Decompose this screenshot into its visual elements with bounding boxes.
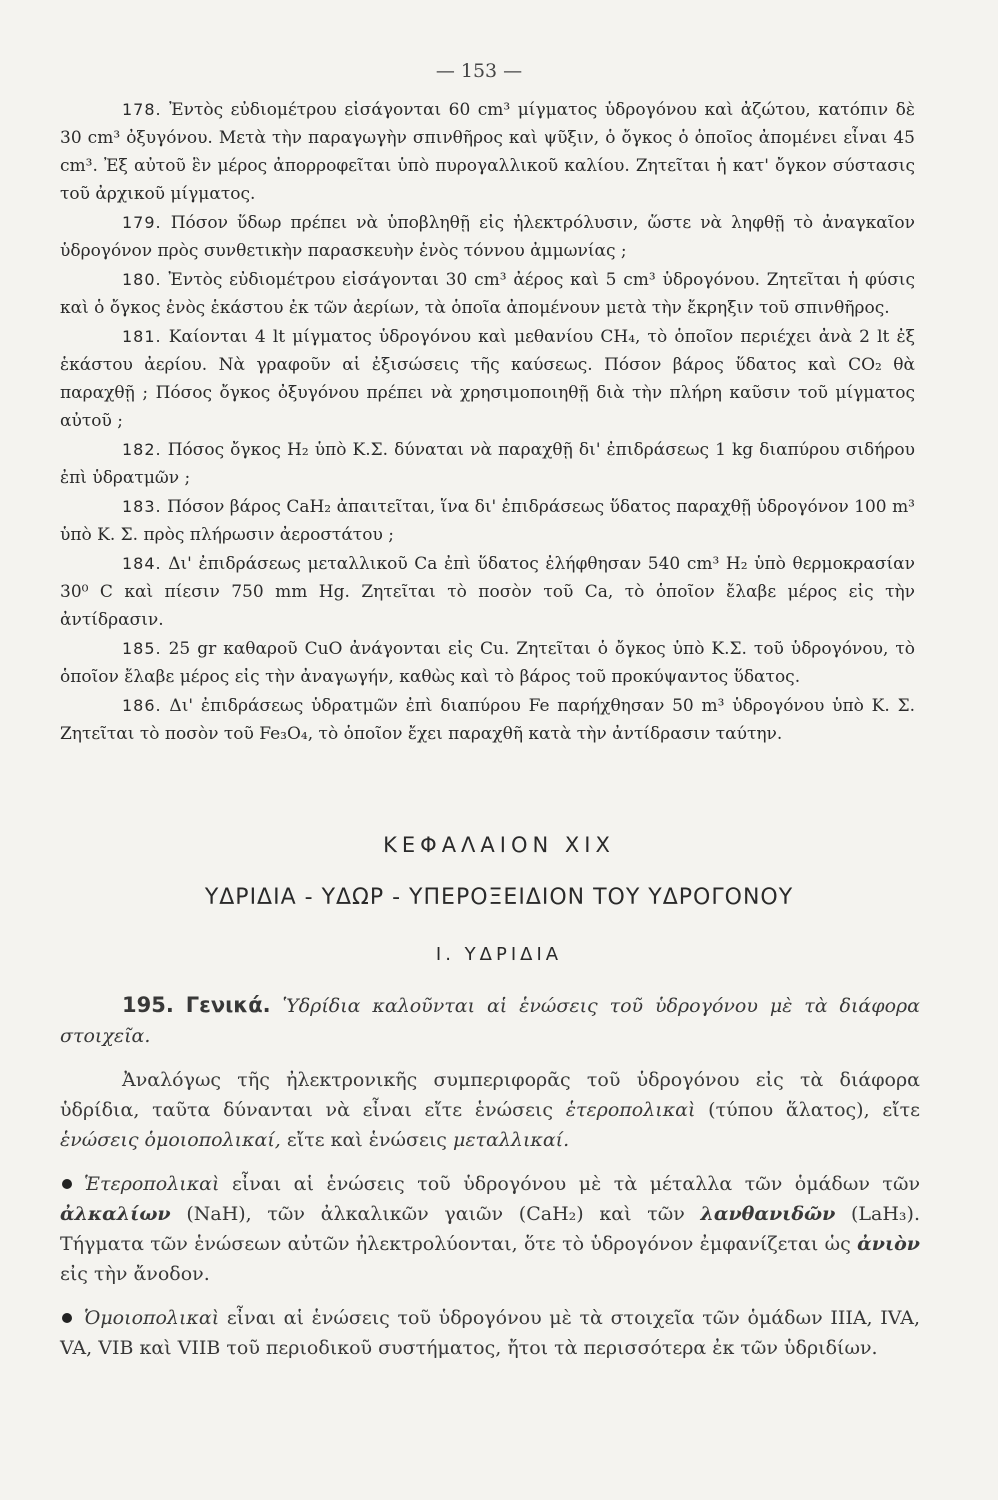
- section-heading: Γενικά.: [185, 993, 271, 1017]
- problem-text: Δι' ἐπιδράσεως ὑδρατμῶν ἐπὶ διαπύρου Fe παρήχθησαν 50 m³ ὑδρογόνου ὑπὸ Κ. Σ. Ζητεῖται τὸ ποσὸν τοῦ Fe₃O₄, τὸ ὁποῖον ἔχει παραχθῆ κατὰ τὴν ἀντίδρασιν ταύτην.: [60, 696, 915, 744]
- problems-list: [60, 96, 915, 749]
- problem-181: [60, 323, 915, 435]
- text-run: εἶναι αἱ ἑνώσεις τοῦ ὑδρογόνου μὲ τὰ στοιχεῖα τῶν ὁμάδων IIIA, IVA, VA, VIB καὶ VIIB τοῦ περιοδικοῦ συστήματος, ἤτοι τὰ περισσότερα ἐκ τῶν ὑδριδίων.: [60, 1307, 920, 1359]
- paragraph-classification: [60, 1065, 920, 1155]
- text-run: (NaH), τῶν ἀλκαλικῶν γαιῶν (CaH₂) καὶ τῶν: [170, 1203, 701, 1225]
- problem-184: [60, 550, 915, 634]
- problem-number: 186.: [122, 696, 162, 715]
- text-run: (LaH₃). Τήγματα τῶν ἑνώσεων αὐτῶν ἠλεκτρολύονται, ὅτε τὸ ὑδρογόνον ἐμφανίζεται ὡς: [60, 1203, 920, 1255]
- problem-text: Πόσον βάρος CaH₂ ἀπαιτεῖται, ἵνα δι' ἐπιδράσεως ὕδατος παραχθῇ ὑδρογόνον 100 m³ ὑπὸ Κ. Σ. πρὸς πλήρωσιν ἀεροστάτου ;: [60, 497, 915, 545]
- text-run: Ἀναλόγως τῆς ἠλεκτρονικῆς συμπεριφορᾶς τοῦ ὑδρογόνου εἰς τὰ διάφορα ὑδρίδια, ταῦτα δύνανται νὰ εἶναι εἴτε ἑνώσεις: [60, 1069, 920, 1121]
- problem-186: [60, 692, 915, 748]
- problem-178: [60, 96, 915, 208]
- term: Ὁμοιοπολικαὶ: [84, 1307, 220, 1329]
- problem-number: 185.: [122, 639, 162, 658]
- problem-number: 184.: [122, 554, 162, 573]
- term-homopolar: ἑνώσεις ὁμοιοπολικαί,: [60, 1129, 281, 1151]
- term: ἀλκαλίων: [60, 1203, 171, 1225]
- text-run: (τύπου ἅλατος), εἴτε: [695, 1099, 920, 1121]
- section-number: 195.: [122, 993, 174, 1017]
- problem-number: 178.: [122, 100, 162, 119]
- text-run: εἰς τὴν ἄνοδον.: [60, 1263, 210, 1285]
- problem-text: Δι' ἐπιδράσεως μεταλλικοῦ Ca ἐπὶ ὕδατος ἐλήφθησαν 540 cm³ H₂ ὑπὸ θερμοκρασίαν 30⁰ C καὶ πίεσιν 750 mm Hg. Ζητεῖται τὸ ποσὸν τοῦ Ca, τὸ ὁποῖον ἔλαβε μέρος εἰς τὴν ἀντίδρασιν.: [60, 554, 915, 630]
- bullet-icon: [62, 1313, 72, 1323]
- problem-number: 183.: [122, 497, 162, 516]
- problem-180: [60, 266, 915, 322]
- bullet-homopolar: [60, 1303, 920, 1363]
- term: Ἑτεροπολικαὶ: [84, 1173, 220, 1195]
- chapter-title: ΥΔΡΙΔΙΑ - ΥΔΩΡ - ΥΠΕΡΟΞΕΙΔΙΟΝ ΤΟΥ ΥΔΡΟΓΟΝΟΥ: [204, 885, 794, 910]
- problem-179: [60, 209, 915, 265]
- term-metallic: μεταλλικαί.: [452, 1129, 570, 1151]
- section-195: [60, 990, 920, 1363]
- text-run: εἶναι αἱ ἑνώσεις τοῦ ὑδρογόνου μὲ τὰ μέταλλα τῶν ὁμάδων τῶν: [219, 1173, 920, 1195]
- problem-185: [60, 635, 915, 691]
- text-run: εἴτε καὶ ἑνώσεις: [280, 1129, 453, 1151]
- problem-text: Πόσος ὄγκος H₂ ὑπὸ Κ.Σ. δύναται νὰ παραχθῇ δι' ἐπιδράσεως 1 kg διαπύρου σιδήρου ἐπὶ ὑδρατμῶν ;: [60, 440, 915, 488]
- problem-text: Ἐντὸς εὐδιομέτρου εἰσάγονται 30 cm³ ἀέρος καὶ 5 cm³ ὑδρογόνου. Ζητεῖται ἡ φύσις καὶ ὁ ὄγκος ἑνὸς ἑκάστου ἐκ τῶν ἀερίων, τὰ ὁποῖα ἀπομένουν μετὰ τὴν ἔκρηξιν τοῦ σπινθῆρος.: [60, 270, 915, 318]
- chapter-label: ΚΕΦΑΛΑΙΟΝ XIX: [383, 833, 615, 857]
- section-definition: Ὑδρίδια καλοῦνται αἱ ἑνώσεις τοῦ ὑδρογόνου μὲ τὰ διάφορα στοιχεῖα.: [60, 995, 921, 1047]
- problem-text: Καίονται 4 lt μίγματος ὑδρογόνου καὶ μεθανίου CH₄, τὸ ὁποῖον περιέχει ἀνὰ 2 lt ἐξ ἑκάστου ἀερίου. Νὰ γραφοῦν αἱ ἐξισώσεις τῆς καύσεως. Πόσον βάρος ὕδατος καὶ CO₂ θὰ παραχθῇ ; Πόσος ὄγκος ὀξυγόνου πρέπει νὰ χρησιμοποιηθῇ διὰ τὴν πλήρη καῦσιν τοῦ μίγματος αὐτοῦ ;: [60, 327, 915, 431]
- problem-text: Ἐντὸς εὐδιομέτρου εἰσάγονται 60 cm³ μίγματος ὑδρογόνου καὶ ἀζώτου, κατόπιν δὲ 30 cm³ ὀξυγόνου. Μετὰ τὴν παραγωγὴν σπινθῆρος καὶ ψῦξιν, ὁ ὄγκος ὁ ὁποῖος ἀπομένει εἶναι 45 cm³. Ἐξ αὐτοῦ ἓν μέρος ἀπορροφεῖται ὑπὸ πυρογαλλικοῦ καλίου. Ζητεῖται ἡ κατ' ὄγκον σύστασις τοῦ ἀρχικοῦ μίγματος.: [60, 100, 915, 204]
- term-heteropolar: ἑτεροπολικαὶ: [565, 1099, 696, 1121]
- bullet-icon: [62, 1179, 72, 1189]
- problem-182: [60, 436, 915, 492]
- bullet-heteropolar: [60, 1169, 920, 1289]
- problem-text: 25 gr καθαροῦ CuO ἀνάγονται εἰς Cu. Ζητεῖται ὁ ὄγκος ὑπὸ Κ.Σ. τοῦ ὑδρογόνου, τὸ ὁποῖον ἔλαβε μέρος εἰς τὴν ἀναγωγήν, καθὼς καὶ τὸ βάρος τοῦ προκύψαντος ὕδατος.: [60, 639, 915, 687]
- problem-183: [60, 493, 915, 549]
- term: ἀνιὸν: [857, 1233, 920, 1255]
- problem-number: 180.: [122, 270, 162, 289]
- problem-text: Πόσον ὕδωρ πρέπει νὰ ὑποβληθῇ εἰς ἠλεκτρόλυσιν, ὥστε νὰ ληφθῇ τὸ ἀναγκαῖον ὑδρογόνον πρὸς συνθετικὴν παρασκευὴν ἑνὸς τόννου ἀμμωνίας ;: [60, 213, 915, 261]
- problem-number: 179.: [122, 213, 162, 232]
- problem-number: 182.: [122, 440, 162, 459]
- term: λανθανιδῶν: [700, 1203, 836, 1225]
- section-title: I. ΥΔΡΙΔΙΑ: [435, 944, 563, 965]
- problem-number: 181.: [122, 327, 162, 346]
- page-number: — 153 —: [435, 60, 523, 82]
- section-195-heading: [60, 990, 920, 1051]
